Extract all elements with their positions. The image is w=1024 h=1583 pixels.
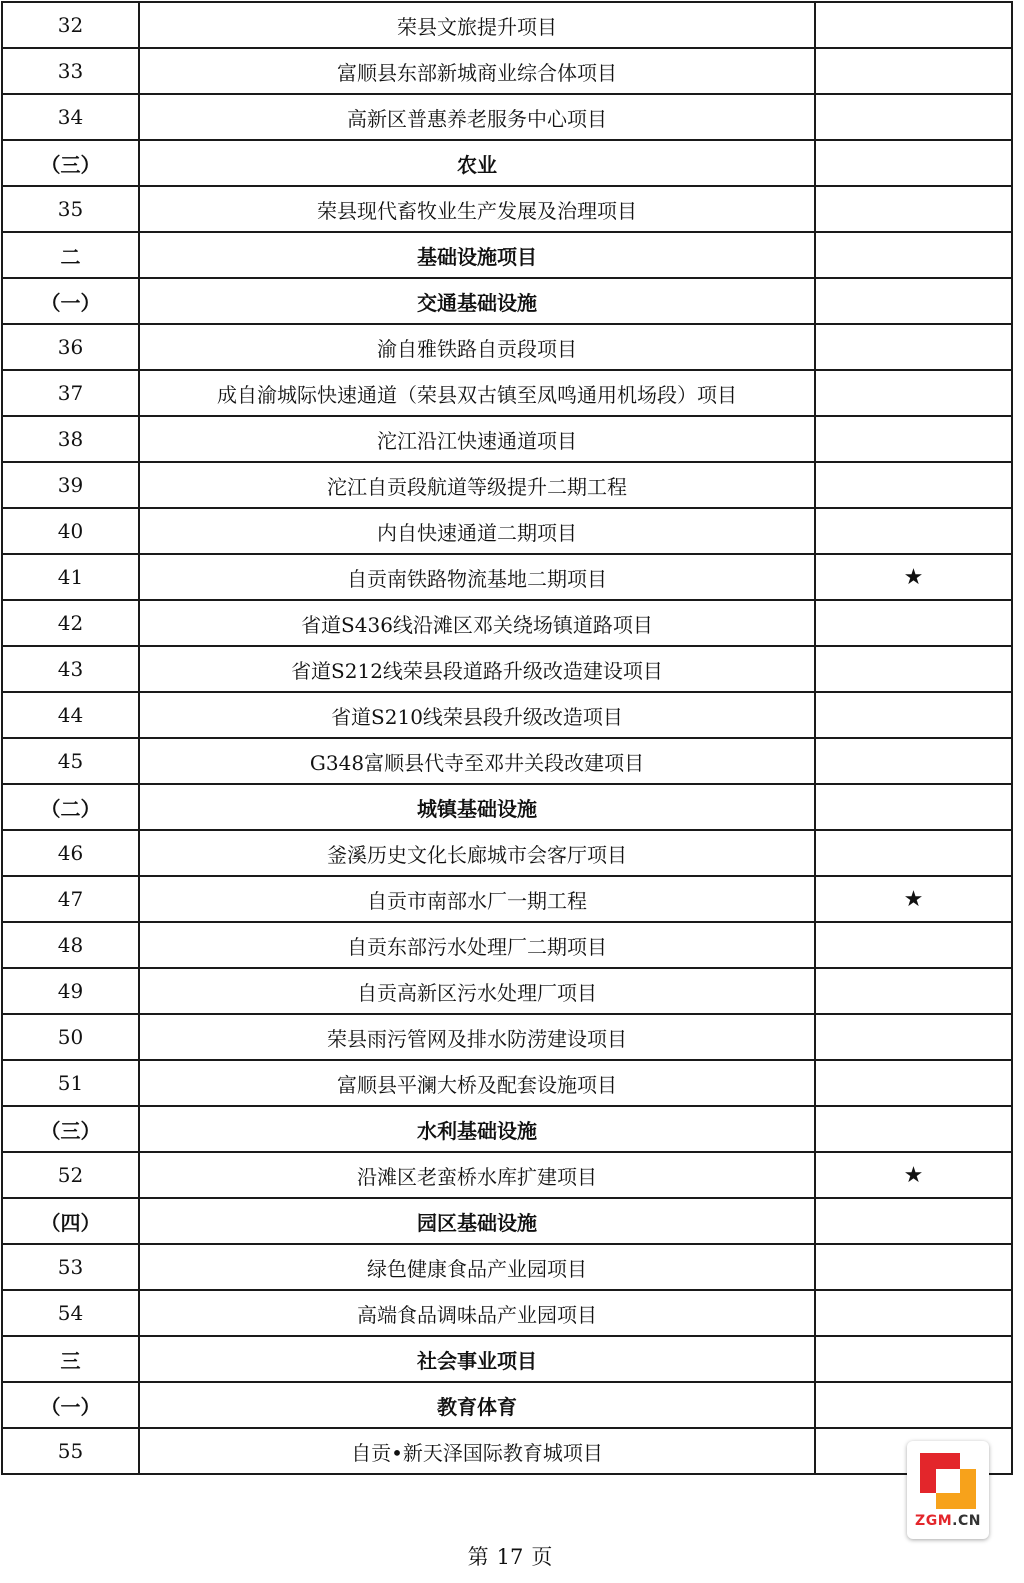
mark-cell — [815, 968, 1012, 1014]
mark-cell — [815, 1152, 1012, 1198]
table-row — [2, 922, 1012, 968]
mark-cell — [815, 94, 1012, 140]
row-number: 49 — [2, 968, 139, 1014]
row-number: 43 — [2, 646, 139, 692]
project-name: 省道S212线荣县段道路升级改造建设项目 — [139, 646, 815, 692]
project-name: 沱江自贡段航道等级提升二期工程 — [139, 462, 815, 508]
project-table — [1, 1, 1013, 1475]
project-name: 自贡市南部水厂一期工程 — [139, 876, 815, 922]
table-row — [2, 186, 1012, 232]
project-name: 沱江沿江快速通道项目 — [139, 416, 815, 462]
project-name: 成自渝城际快速通道（荣县双古镇至凤鸣通用机场段）项目 — [139, 370, 815, 416]
table-row — [2, 554, 1012, 600]
row-number: 36 — [2, 324, 139, 370]
mark-cell — [815, 600, 1012, 646]
table-row — [2, 692, 1012, 738]
mark-cell — [815, 692, 1012, 738]
project-name: 荣县文旅提升项目 — [139, 2, 815, 48]
table-row — [2, 876, 1012, 922]
table-row — [2, 600, 1012, 646]
mark-cell — [815, 1106, 1012, 1152]
project-name: 省道S436线沿滩区邓关绕场镇道路项目 — [139, 600, 815, 646]
section-row — [2, 140, 1012, 186]
mark-cell — [815, 738, 1012, 784]
mark-cell — [815, 1198, 1012, 1244]
table-row — [2, 94, 1012, 140]
mark-cell — [815, 2, 1012, 48]
row-number: 42 — [2, 600, 139, 646]
star-icon: ★ — [903, 564, 924, 590]
row-number: 47 — [2, 876, 139, 922]
project-name: 省道S210线荣县段升级改造项目 — [139, 692, 815, 738]
section-title: 交通基础设施 — [139, 278, 815, 324]
table-row — [2, 324, 1012, 370]
mark-cell — [815, 922, 1012, 968]
row-number: 34 — [2, 94, 139, 140]
table-row — [2, 1152, 1012, 1198]
mark-cell — [815, 232, 1012, 278]
project-name: 渝自雅铁路自贡段项目 — [139, 324, 815, 370]
table-row — [2, 508, 1012, 554]
row-number: （一） — [2, 1382, 139, 1428]
project-name: 富顺县平澜大桥及配套设施项目 — [139, 1060, 815, 1106]
star-icon: ★ — [903, 1162, 924, 1188]
table-row — [2, 462, 1012, 508]
mark-cell — [815, 324, 1012, 370]
project-name: 自贡东部污水处理厂二期项目 — [139, 922, 815, 968]
mark-cell — [815, 416, 1012, 462]
table-row — [2, 830, 1012, 876]
mark-cell — [815, 48, 1012, 94]
project-name: 自贡南铁路物流基地二期项目 — [139, 554, 815, 600]
table-row — [2, 1014, 1012, 1060]
section-title: 社会事业项目 — [139, 1336, 815, 1382]
table-row — [2, 1428, 1012, 1474]
mark-cell — [815, 1336, 1012, 1382]
footer-suffix: 页 — [531, 1545, 553, 1569]
row-number: 55 — [2, 1428, 139, 1474]
section-row — [2, 784, 1012, 830]
section-title: 城镇基础设施 — [139, 784, 815, 830]
row-number: 51 — [2, 1060, 139, 1106]
row-number: 二 — [2, 232, 139, 278]
mark-cell — [815, 784, 1012, 830]
section-title: 基础设施项目 — [139, 232, 815, 278]
row-number: （三） — [2, 1106, 139, 1152]
row-number: 52 — [2, 1152, 139, 1198]
mark-cell — [815, 830, 1012, 876]
mark-cell — [815, 876, 1012, 922]
table-row — [2, 1060, 1012, 1106]
row-number: 54 — [2, 1290, 139, 1336]
row-number: 53 — [2, 1244, 139, 1290]
section-row — [2, 1336, 1012, 1382]
project-name: 釜溪历史文化长廊城市会客厅项目 — [139, 830, 815, 876]
mark-cell — [815, 1060, 1012, 1106]
section-row — [2, 1382, 1012, 1428]
row-number: 46 — [2, 830, 139, 876]
mark-cell — [815, 278, 1012, 324]
table-row — [2, 738, 1012, 784]
project-name: 富顺县东部新城商业综合体项目 — [139, 48, 815, 94]
zgm-logo-icon — [920, 1453, 976, 1509]
table-row — [2, 968, 1012, 1014]
mark-cell — [815, 370, 1012, 416]
mark-cell — [815, 508, 1012, 554]
row-number: （一） — [2, 278, 139, 324]
project-name: 内自快速通道二期项目 — [139, 508, 815, 554]
project-name: 沿滩区老蛮桥水库扩建项目 — [139, 1152, 815, 1198]
row-number: 32 — [2, 2, 139, 48]
section-row — [2, 1198, 1012, 1244]
row-number: （四） — [2, 1198, 139, 1244]
section-row — [2, 232, 1012, 278]
mark-cell — [815, 462, 1012, 508]
table-row — [2, 2, 1012, 48]
mark-cell — [815, 140, 1012, 186]
row-number: 33 — [2, 48, 139, 94]
mark-cell — [815, 1290, 1012, 1336]
section-title: 农业 — [139, 140, 815, 186]
row-number: 50 — [2, 1014, 139, 1060]
project-name: 荣县现代畜牧业生产发展及治理项目 — [139, 186, 815, 232]
logo-text: ZGM.CN — [915, 1513, 981, 1529]
mark-cell — [815, 646, 1012, 692]
table-row — [2, 1244, 1012, 1290]
zgm-logo[interactable] — [907, 1441, 989, 1539]
project-name: 荣县雨污管网及排水防涝建设项目 — [139, 1014, 815, 1060]
project-name: 自贡•新天泽国际教育城项目 — [139, 1428, 815, 1474]
row-number: 48 — [2, 922, 139, 968]
row-number: 41 — [2, 554, 139, 600]
star-icon: ★ — [903, 886, 924, 912]
table-row — [2, 48, 1012, 94]
mark-cell — [815, 1014, 1012, 1060]
page-footer — [0, 1541, 1020, 1571]
section-title: 水利基础设施 — [139, 1106, 815, 1152]
project-name: G348富顺县代寺至邓井关段改建项目 — [139, 738, 815, 784]
section-title: 教育体育 — [139, 1382, 815, 1428]
row-number: 45 — [2, 738, 139, 784]
mark-cell — [815, 554, 1012, 600]
row-number: 35 — [2, 186, 139, 232]
project-name: 高新区普惠养老服务中心项目 — [139, 94, 815, 140]
table-row — [2, 370, 1012, 416]
page-number: 17 — [496, 1545, 524, 1569]
mark-cell — [815, 186, 1012, 232]
section-row — [2, 278, 1012, 324]
mark-cell — [815, 1382, 1012, 1428]
mark-cell — [815, 1244, 1012, 1290]
row-number: 37 — [2, 370, 139, 416]
row-number: 40 — [2, 508, 139, 554]
row-number: （三） — [2, 140, 139, 186]
row-number: （二） — [2, 784, 139, 830]
row-number: 38 — [2, 416, 139, 462]
table-row — [2, 646, 1012, 692]
row-number: 三 — [2, 1336, 139, 1382]
row-number: 44 — [2, 692, 139, 738]
project-name: 绿色健康食品产业园项目 — [139, 1244, 815, 1290]
section-title: 园区基础设施 — [139, 1198, 815, 1244]
table-row — [2, 1290, 1012, 1336]
table-row — [2, 416, 1012, 462]
footer-prefix: 第 — [467, 1545, 489, 1569]
section-row — [2, 1106, 1012, 1152]
project-name: 自贡高新区污水处理厂项目 — [139, 968, 815, 1014]
project-name: 高端食品调味品产业园项目 — [139, 1290, 815, 1336]
row-number: 39 — [2, 462, 139, 508]
